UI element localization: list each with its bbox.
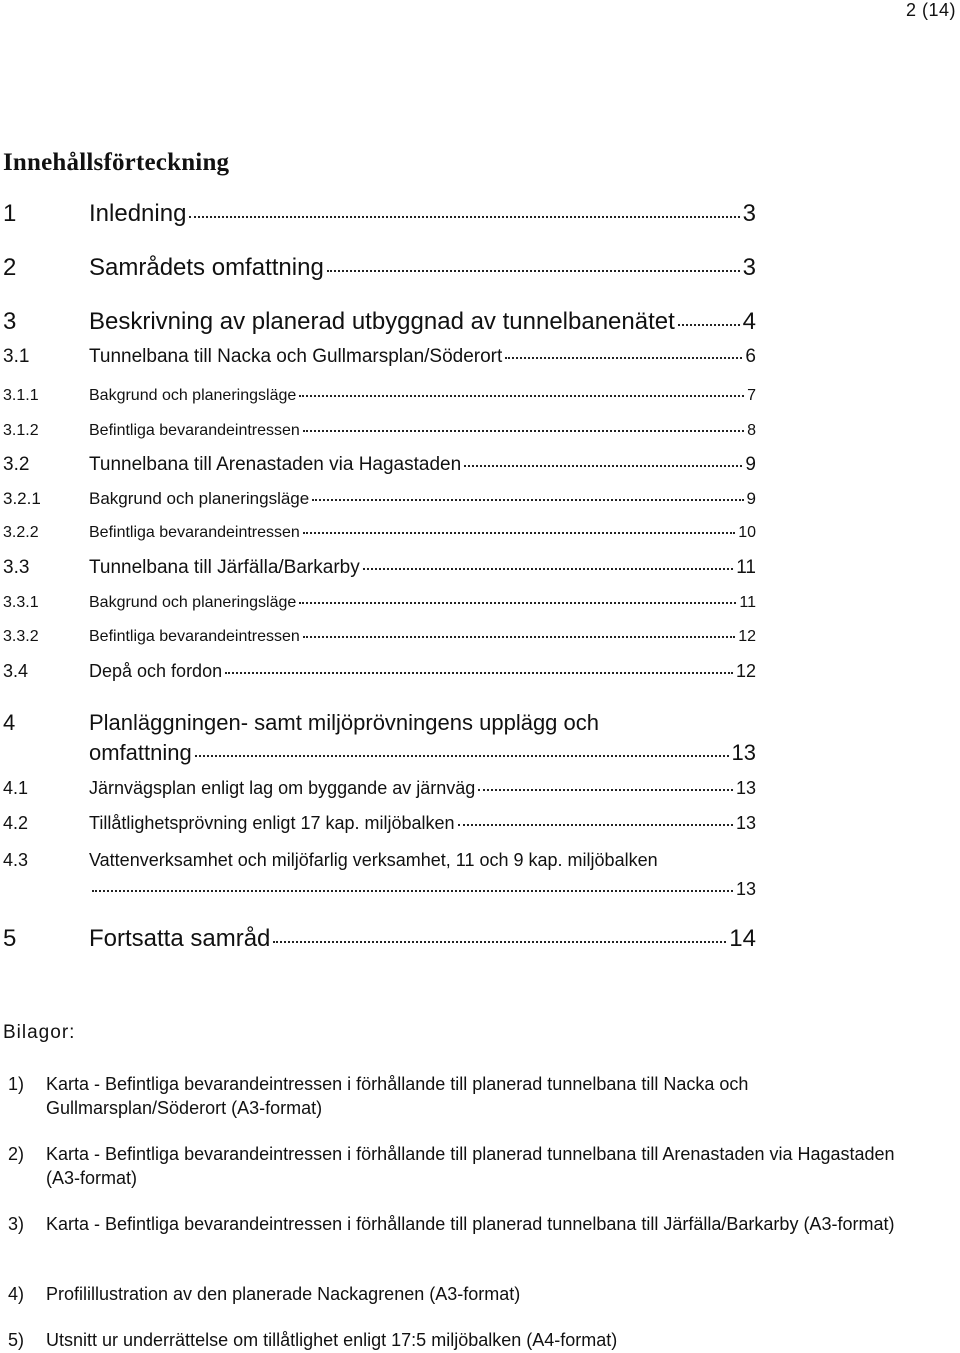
toc-entry-page: 13 [735, 879, 756, 899]
toc-entry-4[interactable] [3, 708, 756, 768]
dot-leader [195, 755, 729, 757]
toc-entry-title: Tunnelbana till Arenastaden via Hagastaden [89, 454, 462, 475]
dot-leader [303, 430, 744, 432]
dot-leader [273, 941, 726, 943]
toc-entry-page: 9 [746, 489, 756, 508]
dot-leader [478, 789, 733, 791]
toc-entry-title: Depå och fordon [89, 661, 223, 681]
toc-entry-title: Befintliga bevarandeintressen [89, 422, 300, 439]
dot-leader [303, 532, 735, 534]
attachment-number: 3) [8, 1214, 25, 1234]
toc-entry-3[interactable] [3, 308, 756, 336]
attachment-number: 2) [8, 1144, 25, 1164]
toc-entry-4-2[interactable] [3, 813, 756, 834]
toc-entry-title: Fortsatta samråd [89, 925, 271, 952]
attachment-number: 5) [8, 1330, 25, 1350]
toc-entry-number: 4.2 [3, 813, 29, 833]
toc-entry-title: Planläggningen- samt miljöprövningens upplägg och [89, 710, 599, 735]
dot-leader [505, 357, 742, 359]
attachment-item-2 [8, 1142, 908, 1190]
toc-entry-title: Inledning [89, 200, 187, 227]
toc-entry-title: Vattenverksamhet och miljöfarlig verksamhet, 11 och 9 kap. miljöbalken [89, 850, 658, 870]
toc-entry-number: 3.2.1 [3, 489, 41, 508]
toc-entry-title: Järnvägsplan enligt lag om byggande av järnväg [89, 778, 476, 798]
attachment-text: Utsnitt ur underrättelse om tillåtlighet enligt 17:5 miljöbalken (A4-format) [46, 1330, 618, 1350]
toc-entry-page: 3 [742, 200, 756, 227]
toc-entry-title-continued: omfattning [89, 740, 192, 765]
toc-entry-number: 1 [3, 200, 17, 227]
toc-entry-3-1-1[interactable] [3, 387, 756, 405]
toc-entry-number: 4.1 [3, 778, 29, 798]
toc-entry-3-1-2[interactable] [3, 422, 756, 440]
toc-entry-number: 3.4 [3, 661, 29, 681]
toc-entry-page: 7 [747, 387, 756, 404]
toc-entry-3-2-1[interactable] [3, 489, 756, 509]
dot-leader [92, 890, 733, 892]
toc-entry-1[interactable] [3, 200, 756, 228]
toc-entry-3-2[interactable] [3, 454, 756, 476]
attachment-text: Profilillustration av den planerade Nackagrenen (A3-format) [46, 1284, 521, 1304]
toc-entry-title: Befintliga bevarandeintressen [89, 524, 300, 541]
toc-entry-number: 3.1 [3, 346, 30, 367]
toc-entry-page: 11 [736, 557, 756, 578]
toc-entry-page: 3 [742, 254, 756, 281]
dot-leader [312, 499, 743, 501]
attachment-item-5 [8, 1328, 908, 1352]
attachment-item-3 [8, 1212, 908, 1236]
toc-entry-title: Samrådets omfattning [89, 254, 324, 281]
toc-entry-number: 3.1.1 [3, 387, 39, 404]
dot-leader [189, 216, 739, 218]
toc-entry-page: 13 [735, 813, 756, 833]
toc-entry-3-2-2[interactable] [3, 524, 756, 542]
toc-entry-number: 3.2 [3, 454, 30, 475]
toc-entry-page: 9 [745, 454, 756, 475]
toc-title: Innehållsförteckning [3, 149, 230, 176]
toc-entry-title: Tillåtlighetsprövning enligt 17 kap. miljöbalken [89, 813, 455, 833]
toc-entry-number: 3 [3, 308, 17, 335]
toc-entry-4-1[interactable] [3, 778, 756, 799]
attachment-number: 4) [8, 1284, 25, 1304]
toc-entry-page: 12 [738, 628, 756, 645]
toc-entry-page: 8 [747, 422, 756, 439]
dot-leader [225, 672, 733, 674]
toc-entry-title: Bakgrund och planeringsläge [89, 387, 297, 404]
dot-leader [303, 636, 735, 638]
toc-entry-number: 4 [3, 710, 16, 735]
toc-entry-5[interactable] [3, 925, 756, 953]
toc-entry-title: Tunnelbana till Järfälla/Barkarby [89, 557, 360, 578]
dot-leader [464, 465, 742, 467]
toc-entry-title: Tunnelbana till Nacka och Gullmarsplan/Söderort [89, 346, 503, 367]
toc-entry-number: 4.3 [3, 850, 29, 870]
toc-entry-number: 5 [3, 925, 17, 952]
toc-entry-page: 13 [731, 740, 756, 765]
toc-entry-page: 4 [742, 308, 756, 335]
dot-leader [458, 824, 733, 826]
attachment-text: Karta - Befintliga bevarandeintressen i förhållande till planerad tunnelbana till Nacka och Gullmarsplan/Söderort (A3-format) [46, 1074, 749, 1118]
toc-entry-number: 3.1.2 [3, 422, 39, 439]
toc-entry-3-3[interactable] [3, 557, 756, 579]
dot-leader [327, 270, 740, 272]
toc-entry-3-4[interactable] [3, 661, 756, 682]
toc-entry-title: Bakgrund och planeringsläge [89, 594, 297, 611]
dot-leader [363, 568, 734, 570]
toc-entry-number: 3.3 [3, 557, 30, 578]
page-number: 2 (14) [905, 0, 956, 20]
dot-leader [299, 602, 736, 604]
attachment-text: Karta - Befintliga bevarandeintressen i förhållande till planerad tunnelbana till Arenastaden via Hagastaden (A3-format) [46, 1144, 895, 1188]
toc-entry-number: 3.3.2 [3, 628, 39, 645]
attachment-text: Karta - Befintliga bevarandeintressen i förhållande till planerad tunnelbana till Järfälla/Barkarby (A3-format) [46, 1214, 895, 1234]
toc-entry-3-1[interactable] [3, 346, 756, 368]
toc-entry-page: 10 [738, 524, 756, 541]
toc-entry-2[interactable] [3, 254, 756, 282]
attachment-item-1 [8, 1072, 908, 1120]
dot-leader [678, 324, 740, 326]
toc-entry-number: 3.2.2 [3, 524, 39, 541]
attachments-heading: Bilagor: [3, 1022, 76, 1043]
toc-entry-title: Befintliga bevarandeintressen [89, 628, 300, 645]
attachment-number: 1) [8, 1074, 25, 1094]
toc-entry-3-3-1[interactable] [3, 594, 756, 612]
toc-entry-page: 11 [739, 594, 756, 611]
toc-entry-page: 13 [735, 778, 756, 798]
attachment-item-4 [8, 1282, 908, 1306]
toc-entry-page: 6 [745, 346, 756, 367]
toc-entry-page: 14 [729, 925, 756, 952]
toc-entry-number: 3.3.1 [3, 594, 39, 611]
toc-entry-title: Beskrivning av planerad utbyggnad av tunnelbanenätet [89, 308, 675, 335]
dot-leader [299, 395, 744, 397]
toc-entry-title: Bakgrund och planeringsläge [89, 489, 310, 508]
toc-entry-number: 2 [3, 254, 17, 281]
toc-entry-3-3-2[interactable] [3, 628, 756, 646]
toc-entry-4-3[interactable] [3, 846, 756, 904]
toc-entry-page: 12 [735, 661, 756, 681]
